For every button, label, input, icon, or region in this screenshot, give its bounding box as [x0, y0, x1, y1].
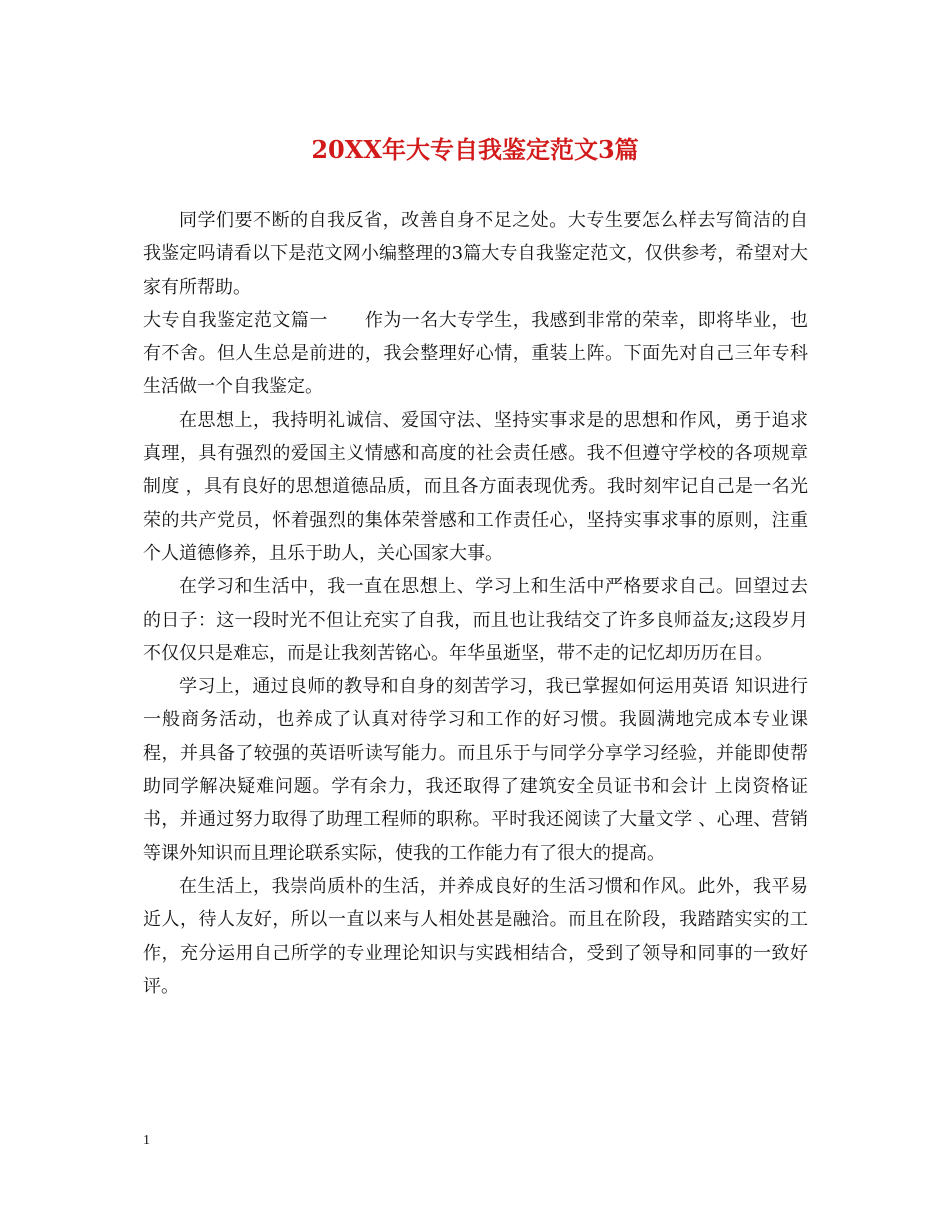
page-number: 1 [143, 1133, 150, 1148]
paragraph-thought: 在思想上，我持明礼诚信、爱国守法、坚持实事求是的思想和作风，勇于追求真理，具有强烈的爱国主义情感和高度的社会责任感。我不但遵守学校的各项规章制度 ，具有良好的思想道德品质，而且各方面表现优秀。我时刻牢记自己是一名光荣的共产党员，怀着强烈的集体荣誉感和工作责任心，坚持实事求事的原则，注重个人道德修养，且乐于助人，关心国家大事。 [143, 409, 808, 564]
paragraph-intro: 同学们要不断的自我反省，改善自身不足之处。大专生要怎么样去写简洁的自我鉴定吗请看以下是范文网小编整理的3篇大专自我鉴定范文，仅供参考，希望对大家有所帮助。 [143, 210, 808, 298]
paragraph-study: 学习上，通过良师的教导和自身的刻苦学习，我已掌握如何运用英语 知识进行一般商务活动，也养成了认真对待学习和工作的好习惯。我圆满地完成本专业课程，并具备了较强的英语听读写能力。而且乐于与同学分享学习经验，并能即使帮助同学解决疑难问题。学有余力，我还取得了建筑安全员证书和会计 上岗资格证书，并通过努力取得了助理工程师的职称。平时我还阅读了大量文学 、心理、营销等课外知识而且理论联系实际，使我的工作能力有了很大的提高。 [143, 676, 808, 864]
document-body [143, 204, 808, 1003]
paragraph-section-one: 大专自我鉴定范文篇一 作为一名大专学生，我感到非常的荣幸，即将毕业，也有不舍。但人生总是前进的，我会整理好心情，重装上阵。下面先对自己三年专科生活做一个自我鉴定。 [143, 309, 808, 398]
paragraph-life: 在生活上，我崇尚质朴的生活，并养成良好的生活习惯和作风。此外，我平易近人，待人友好，所以一直以来与人相处甚是融洽。而且在阶段，我踏踏实实的工作，充分运用自己所学的专业理论知识与实践相结合，受到了领导和同事的一致好评。 [143, 875, 808, 997]
paragraph-study-life: 在学习和生活中，我一直在思想上、学习上和生活中严格要求自己。回望过去的日子：这一段时光不但让充实了自我，而且也让我结交了许多良师益友;这段岁月不仅仅只是难忘，而是让我刻苦铭心。年华虽逝坚，带不走的记忆却历历在目。 [143, 576, 808, 664]
document-title: 20XX年大专自我鉴定范文3篇 [311, 135, 639, 164]
